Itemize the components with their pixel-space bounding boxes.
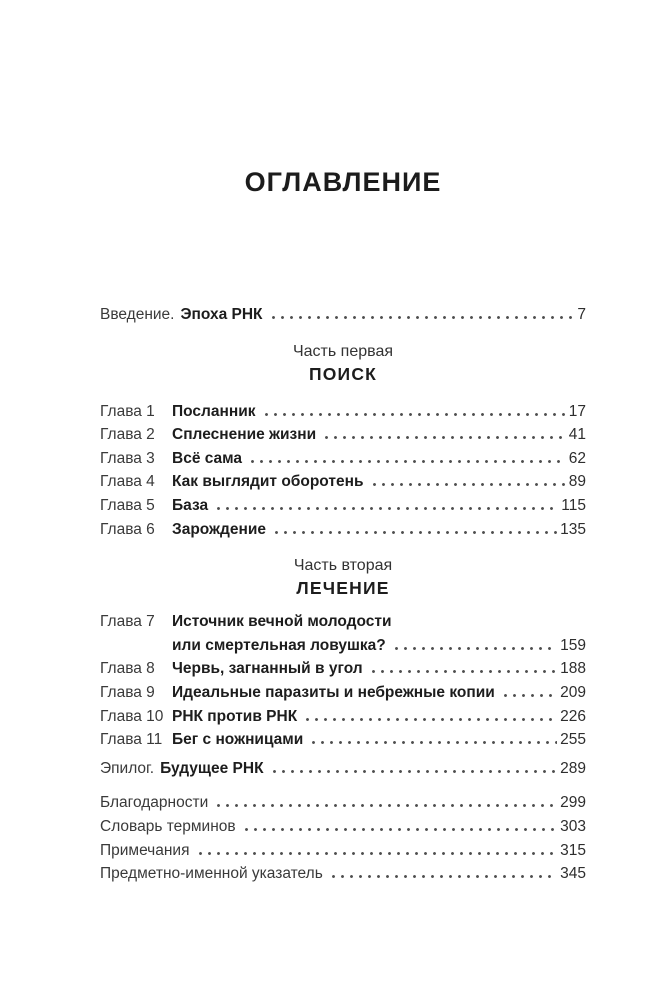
chapter-label: Глава 4 (100, 473, 155, 491)
chapter-label: Глава 10 (100, 707, 164, 725)
page-number: 188 (560, 660, 586, 678)
dot-leader (369, 670, 557, 673)
dot-leader (392, 647, 557, 650)
entry-title: Примечания (100, 841, 190, 859)
page-number: 226 (560, 707, 586, 725)
toc-entry-chapter-10 (100, 705, 586, 729)
dot-leader (270, 770, 558, 773)
entry-title: Благодарности (100, 794, 209, 812)
page-number: 255 (560, 731, 586, 749)
dot-leader (272, 531, 557, 534)
chapter-label: Глава 2 (100, 426, 155, 444)
entry-title: Будущее РНК (160, 759, 264, 777)
page-number: 135 (560, 520, 586, 538)
toc-entry-introduction (100, 303, 586, 327)
chapter-label: Глава 5 (100, 496, 155, 514)
part-2-name: ЛЕЧЕНИЕ (296, 578, 390, 599)
entry-title: Предметно-именной указатель (100, 865, 323, 883)
page-number: 299 (560, 794, 586, 812)
page-number: 159 (560, 636, 586, 654)
chapter-title: Всё сама (172, 449, 243, 467)
toc-entry-chapter-3 (100, 447, 586, 471)
page-number: 41 (568, 426, 586, 444)
chapter-title-line-1: Источник вечной молодости (172, 613, 392, 631)
page-number: 209 (560, 683, 586, 701)
entry-title: Словарь терминов (100, 817, 236, 835)
toc-entry-chapter-7 (100, 610, 586, 657)
dot-leader (501, 694, 557, 697)
page-number: 315 (560, 841, 586, 859)
toc-entry-chapter-11 (100, 728, 586, 752)
chapter-title: Посланник (172, 402, 256, 420)
chapter-title: Зарождение (172, 520, 267, 538)
dot-leader (303, 718, 557, 721)
part-2-label: Часть вторая (293, 557, 393, 575)
toc-entry-chapter-6 (100, 518, 586, 542)
part-2-chapters (100, 610, 586, 752)
part-1-label: Часть первая (292, 342, 393, 360)
dot-leader (309, 741, 557, 744)
chapter-label: Глава 9 (100, 683, 155, 701)
page-number: 17 (568, 402, 586, 420)
part-1-chapters (100, 400, 586, 542)
page-number: 7 (577, 306, 586, 323)
page-number: 62 (568, 449, 586, 467)
dot-leader (329, 875, 557, 878)
toc-entry-chapter-5 (100, 494, 586, 518)
chapter-label: Глава 3 (100, 449, 155, 467)
chapter-label: Глава 11 (100, 731, 163, 749)
toc-entry-chapter-8 (100, 657, 586, 681)
entry-prefix: Введение. (100, 306, 175, 323)
page-number: 89 (568, 473, 586, 491)
dot-leader (322, 436, 566, 439)
chapter-title-multiline (172, 610, 586, 657)
toc-entry-index (100, 862, 586, 886)
toc-entry-acknowledgments (100, 791, 586, 815)
page-number: 289 (560, 759, 586, 777)
toc-entry-notes (100, 839, 586, 863)
entry-title: Эпоха РНК (180, 306, 263, 323)
dot-leader (242, 828, 558, 831)
chapter-title: Идеальные паразиты и небрежные копии (172, 683, 495, 701)
page-number: 303 (560, 817, 586, 835)
dot-leader (370, 483, 566, 486)
entry-prefix: Эпилог. (100, 759, 155, 777)
dot-leader (196, 852, 558, 855)
toc-entry-epilogue (100, 757, 586, 781)
dot-leader (248, 460, 566, 463)
chapter-label: Глава 7 (100, 613, 155, 631)
chapter-label: Глава 1 (100, 402, 155, 420)
toc-entry-chapter-1 (100, 400, 586, 424)
toc-entry-chapter-4 (100, 470, 586, 494)
chapter-title: Бег с ножницами (172, 731, 304, 749)
page-title: ОГЛАВЛЕНИЕ (244, 167, 442, 197)
dot-leader (214, 507, 558, 510)
page-number: 115 (561, 496, 586, 514)
chapter-title: База (172, 496, 209, 514)
page-number: 345 (560, 865, 586, 883)
chapter-title: Сплеснение жизни (172, 426, 317, 444)
chapter-label: Глава 6 (100, 520, 155, 538)
toc-entry-chapter-9 (100, 681, 586, 705)
toc-entry-chapter-2 (100, 423, 586, 447)
dot-leader (269, 316, 575, 319)
dot-leader (214, 804, 557, 807)
chapter-label: Глава 8 (100, 660, 155, 678)
part-1-name: ПОИСК (308, 363, 378, 384)
chapter-title: Червь, загнанный в угол (172, 660, 363, 678)
chapter-title: Как выглядит оборотень (172, 473, 364, 491)
dot-leader (262, 413, 566, 416)
chapter-title-line-2: или смертельная ловушка? (172, 636, 386, 654)
chapter-title: РНК против РНК (172, 707, 298, 725)
backmatter-section (100, 791, 586, 885)
toc-entry-glossary (100, 815, 586, 839)
